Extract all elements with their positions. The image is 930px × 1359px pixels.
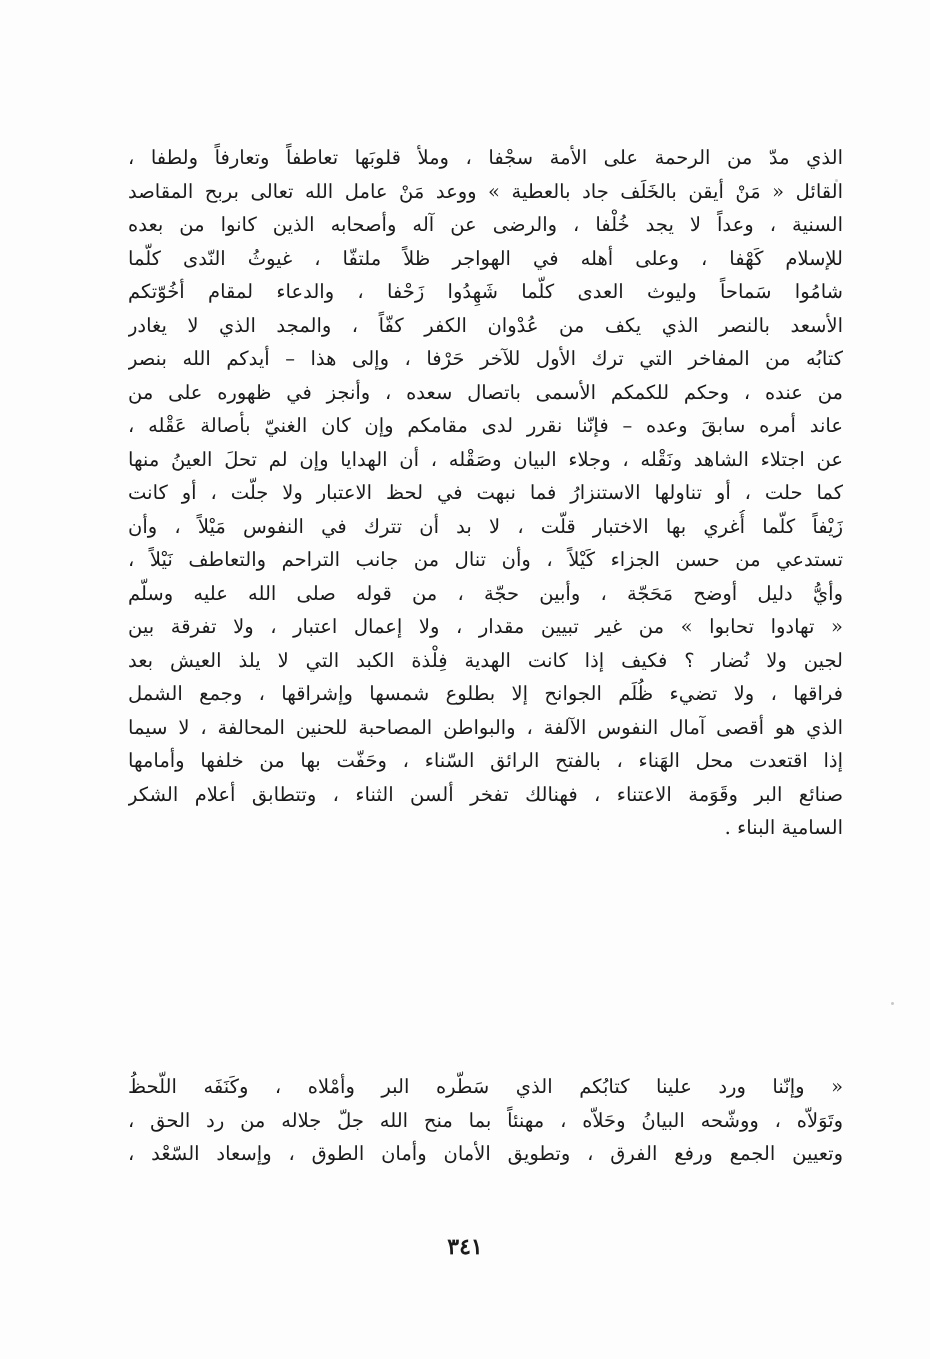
- paragraph-2: [128, 1070, 843, 1171]
- text-line: « تهادوا تحابوا » من غير تبيين مقدار ، ولا إعمال اعتبار ، ولا تفرقة بين: [128, 615, 843, 638]
- text-line: للإسلام كَهْفا ، وعلى أهله في الهواجر ظلاً ملتفّا ، غيوثُ النّدى كلّما: [128, 246, 843, 270]
- text-line: عاند أمره سابقَ وعده – فإنّنا نقرر لدى مقامكم وإن كان الغنيّ بأصالة عَقْله ،: [128, 414, 843, 437]
- text-line: وتَوَلاّه ، ووشّحه البيانُ وحَلاّه ، مهنئاً بما منح الله جلّ جلاله من رد الحق ،: [128, 1108, 843, 1132]
- text-line: صنائع البر وقَوَمة الاعتناء ، فهنالك تفخر ألسن الثناء ، وتتطابق أعلام الشكر: [128, 782, 843, 806]
- text-line: « وإنّنا ورد علينا كتابُكم الذي سَطّره البر وأمْلاه ، وكَنَفَه اللّحظُ: [128, 1075, 843, 1098]
- text-line: كتابُه من المفاخر التي ترك الأول للآخر حَرْفا ، وإلى هذا – أيدكم الله بنصر: [128, 347, 843, 370]
- text-line: السامية البناء .: [724, 816, 843, 839]
- text-line: الذي مدّ من الرحمة على الأمة سجْفا ، وملأ قلوبَها تعاطفاً وتعارفاً ولطفا ،: [128, 146, 843, 169]
- text-line: الذي هو أقصى آمال النفوس الآلفة ، والبواطن المصاحبة للحنين المحالفة ، لا سيما: [128, 715, 843, 739]
- text-line: تستدعي من حسن الجزاء كَيْلاً ، وأن تنال من جانب التراحم والتعاطف نَيْلاً ،: [128, 548, 843, 571]
- text-line: السنية ، وعداً لا يجد خُلْفا ، والرضى عن آله وأصحابه الذين كانوا من بعده: [128, 213, 843, 236]
- text-line: وأيُّ دليل أوضح مَحَجّة ، وأبين حجّة ، من قوله صلى الله عليه وسلّم: [128, 581, 843, 605]
- scan-speck: [891, 1002, 894, 1005]
- text-line: عن اجتلاء الشاهد ونَقْله ، وجلاء البيان وصَقْله ، أن الهدايا وإن لم تحلَ العينُ منها: [128, 447, 843, 471]
- text-line: من عنده ، وحكم للكمكم الأسمى باتصال سعده ، وأنجز في ظهوره على من: [128, 380, 843, 404]
- text-line: كما حلت ، أو تناولها الاستنزارُ فما نبهت في لحظ الاعتبار ولا جلّت ، أو كانت: [128, 481, 843, 504]
- page-number: ٣٤١: [447, 1234, 483, 1260]
- text-line: وتعيين الجمع ورفع الفرق ، وتطويق الأمان وأمان الطوق ، وإسعاد السّعْد ،: [128, 1142, 843, 1165]
- text-line: فراقها ، ولا تضيء ظُلَم الجوانح إلا بطلوع شمسها وإشراقها ، وجمع الشمل: [128, 682, 843, 705]
- paragraph-1: [128, 141, 843, 845]
- text-line: إذا اقتعدت محل الهَناء ، بالفتح الرائق السّناء ، وحَفّت بها من خلفها وأمامها: [128, 749, 843, 772]
- text-line: زَيْفاً كلّما أُغري بها الاختبار قلّت ، لا بد أن تترك في النفوس مَيْلاً ، وأن: [128, 514, 843, 538]
- text-line: لجين ولا نُضار ؟ فكيف إذا كانت الهدية فِلْذة الكبد التي لا يلذ العيش بعد: [128, 648, 843, 672]
- text-line: الأسعد بالنصر الذي يكف من عُدْوان الكفر كفّاً ، والمجد الذي لا يغادر: [128, 313, 843, 337]
- text-line: القائل « مَنْ أيقن بالخَلَف جاد بالعطية » ووعد مَنْ عامل الله تعالى بربح المقاصد: [128, 179, 843, 203]
- text-line: شامُوا سَماحاً وليوث العدى كلّما شَهِدُوا زَحْفا ، والدعاء لمقام أخُوّتكم: [128, 280, 843, 303]
